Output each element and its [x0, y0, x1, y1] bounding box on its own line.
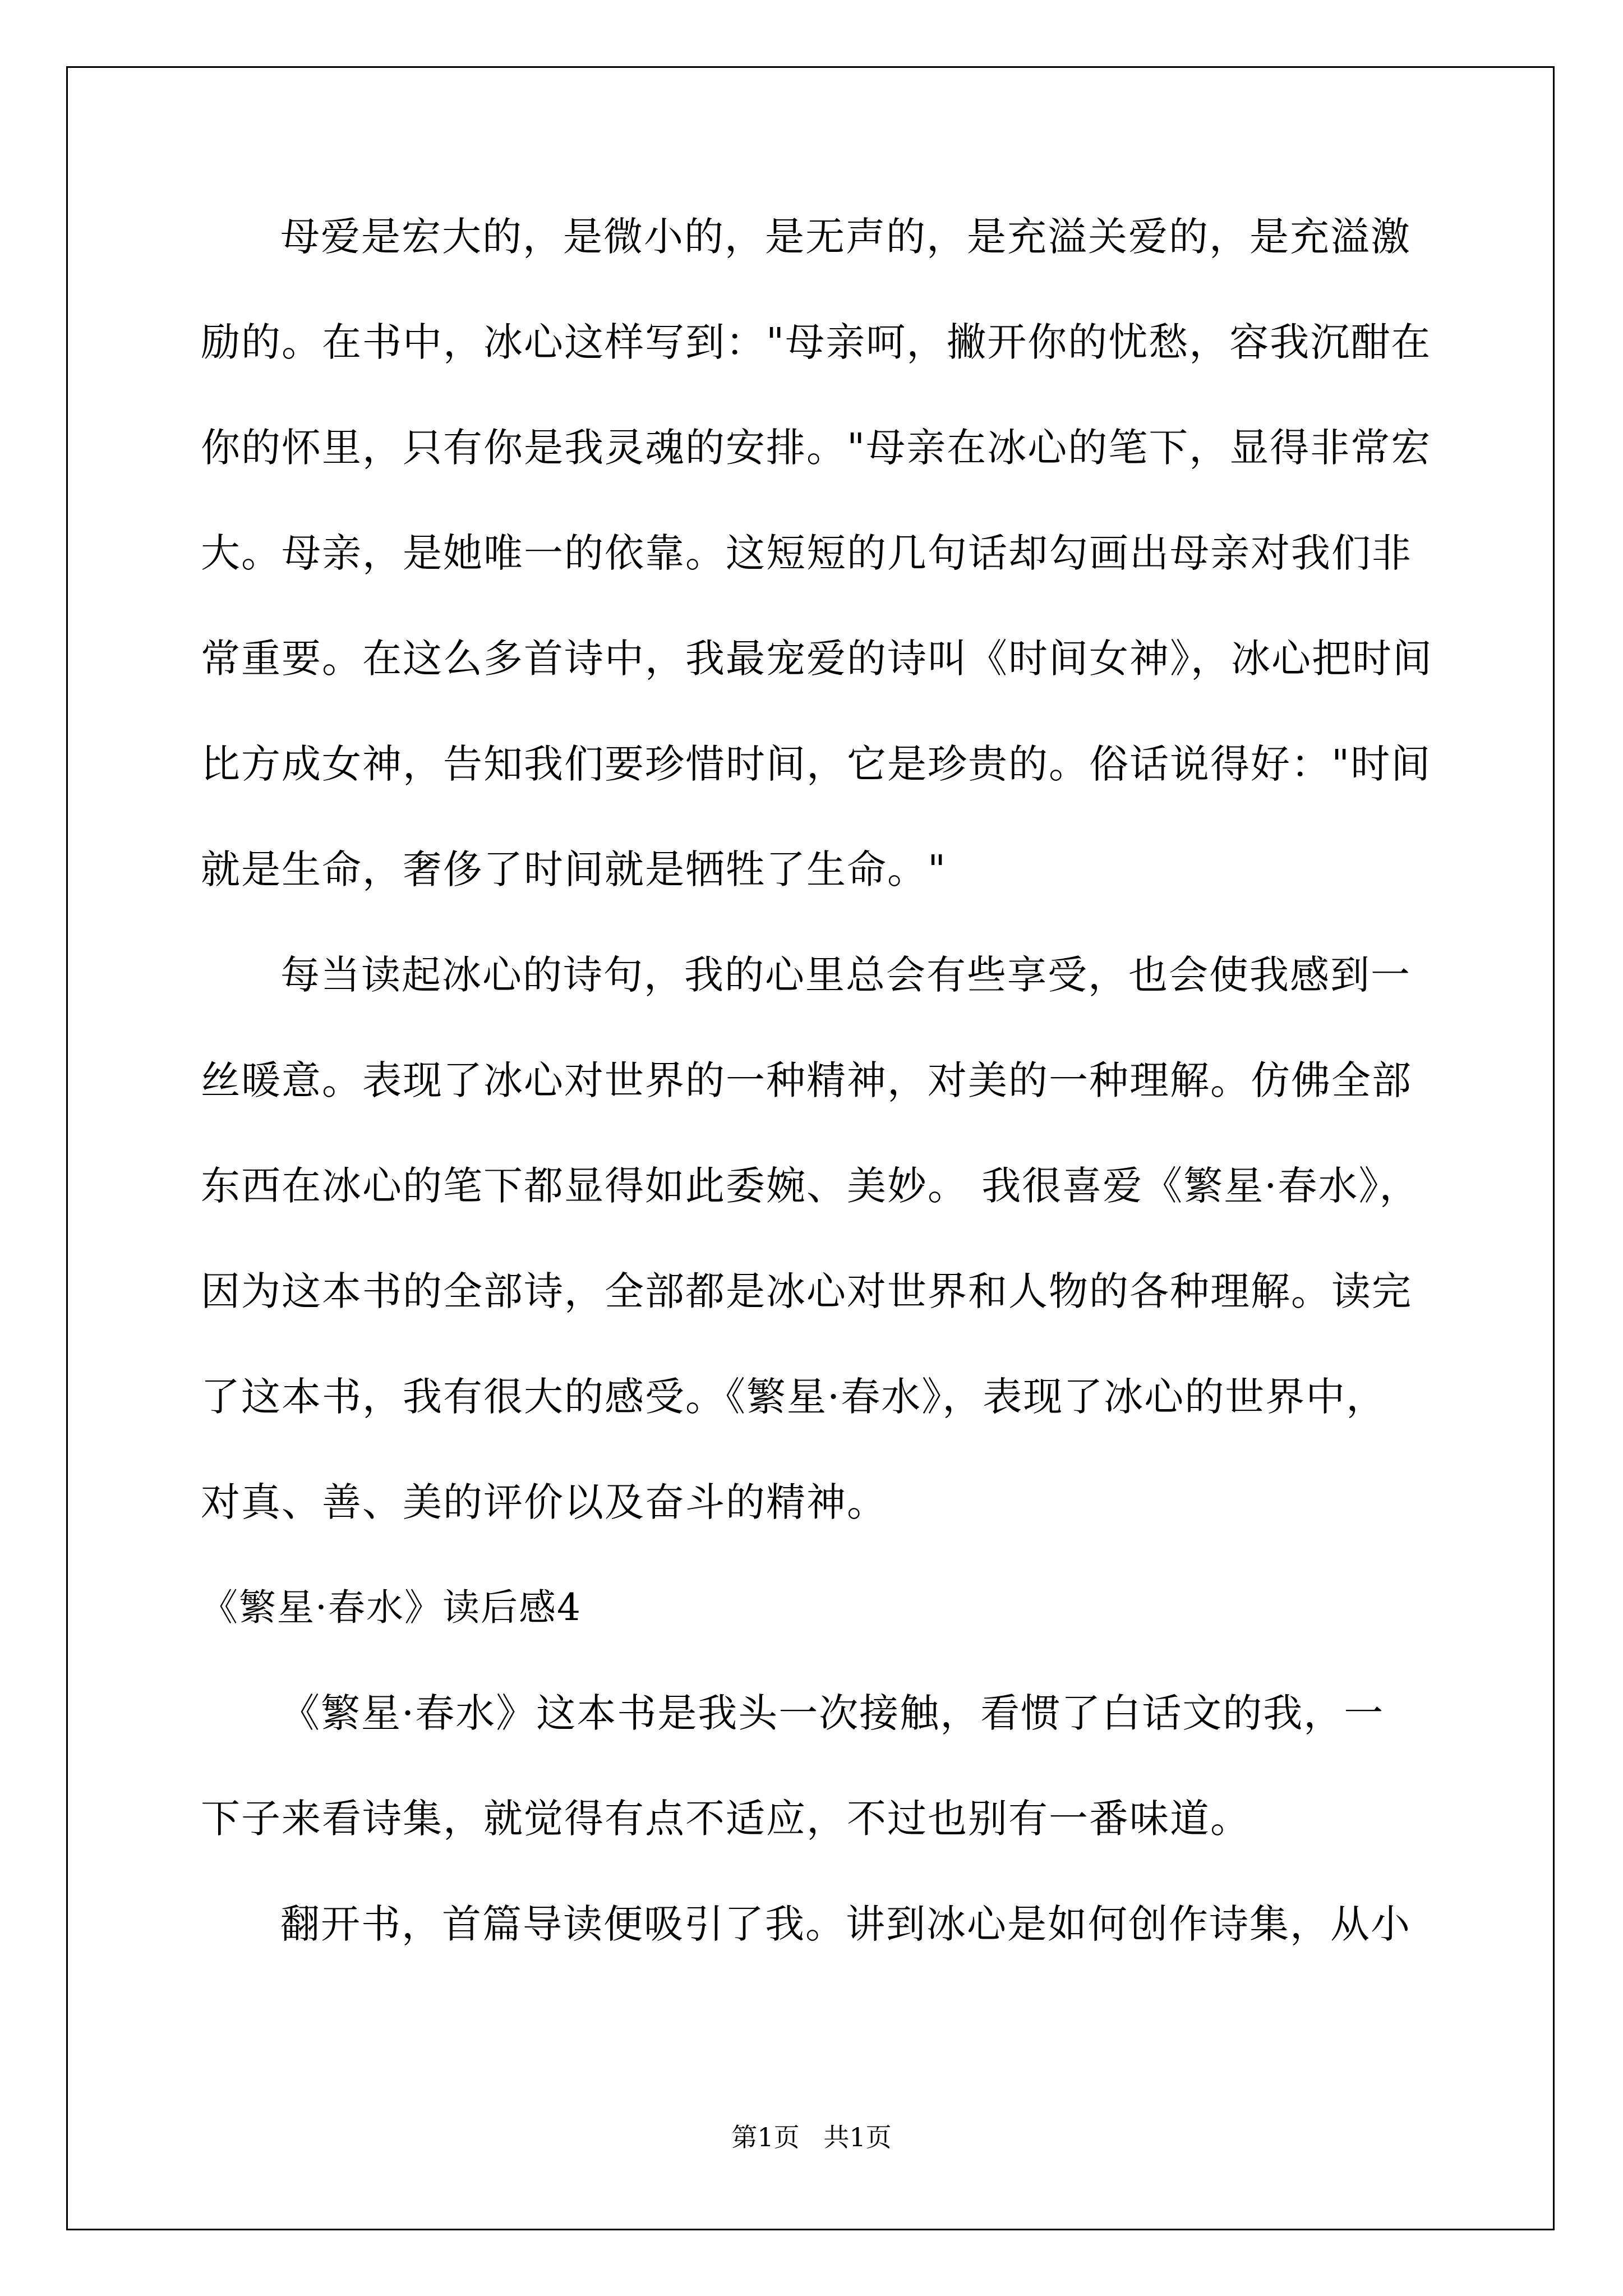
- page-total: 共1页: [823, 2122, 892, 2152]
- text-line: 你的怀里，只有你是我灵魂的安排。"母亲在冰心的笔下，显得非常宏: [201, 425, 1432, 471]
- text-line: 每当读起冰心的诗句，我的心里总会有些享受，也会使我感到一: [280, 952, 1411, 998]
- text-line: 《繁星·春水》这本书是我头一次接触，看惯了白话文的我，一: [280, 1690, 1385, 1736]
- text-line: 大。母亲，是她唯一的依靠。这短短的几句话却勾画出母亲对我们非: [201, 530, 1412, 576]
- text-line: 母爱是宏大的，是微小的，是无声的，是充溢关爱的，是充溢激: [280, 214, 1411, 260]
- text-line: 丝暖意。表现了冰心对世界的一种精神，对美的一种理解。仿佛全部: [201, 1057, 1412, 1103]
- section-heading: 《繁星·春水》读后感4: [201, 1586, 582, 1629]
- text-line: 比方成女神，告知我们要珍惜时间，它是珍贵的。俗话说得好："时间: [201, 741, 1432, 787]
- text-line: 常重要。在这么多首诗中，我最宠爱的诗叫《时间女神》，冰心把时间: [201, 636, 1433, 682]
- text-line: 因为这本书的全部诗，全部都是冰心对世界和人物的各种理解。读完: [201, 1268, 1412, 1314]
- text-line: 翻开书，首篇导读便吸引了我。讲到冰心是如何创作诗集，从小: [280, 1901, 1411, 1947]
- text-line: 下子来看诗集，就觉得有点不适应，不过也别有一番味道。: [201, 1796, 1251, 1842]
- text-line: 了这本书，我有很大的感受。《繁星·春水》，表现了冰心的世界中，: [201, 1374, 1387, 1420]
- document-body: [201, 210, 1440, 2003]
- text-line: 励的。在书中，冰心这样写到："母亲呵，撇开你的忧愁，容我沉酣在: [201, 319, 1432, 365]
- text-line: 就是生命，奢侈了时间就是牺牲了生命。": [201, 846, 947, 892]
- page-number: 第1页: [731, 2122, 800, 2152]
- text-line: 东西在冰心的笔下都显得如此委婉、美妙。 我很喜爱《繁星·春水》，: [201, 1163, 1420, 1209]
- page-footer: [0, 2120, 1623, 2154]
- text-line: 对真、善、美的评价以及奋斗的精神。: [201, 1479, 887, 1525]
